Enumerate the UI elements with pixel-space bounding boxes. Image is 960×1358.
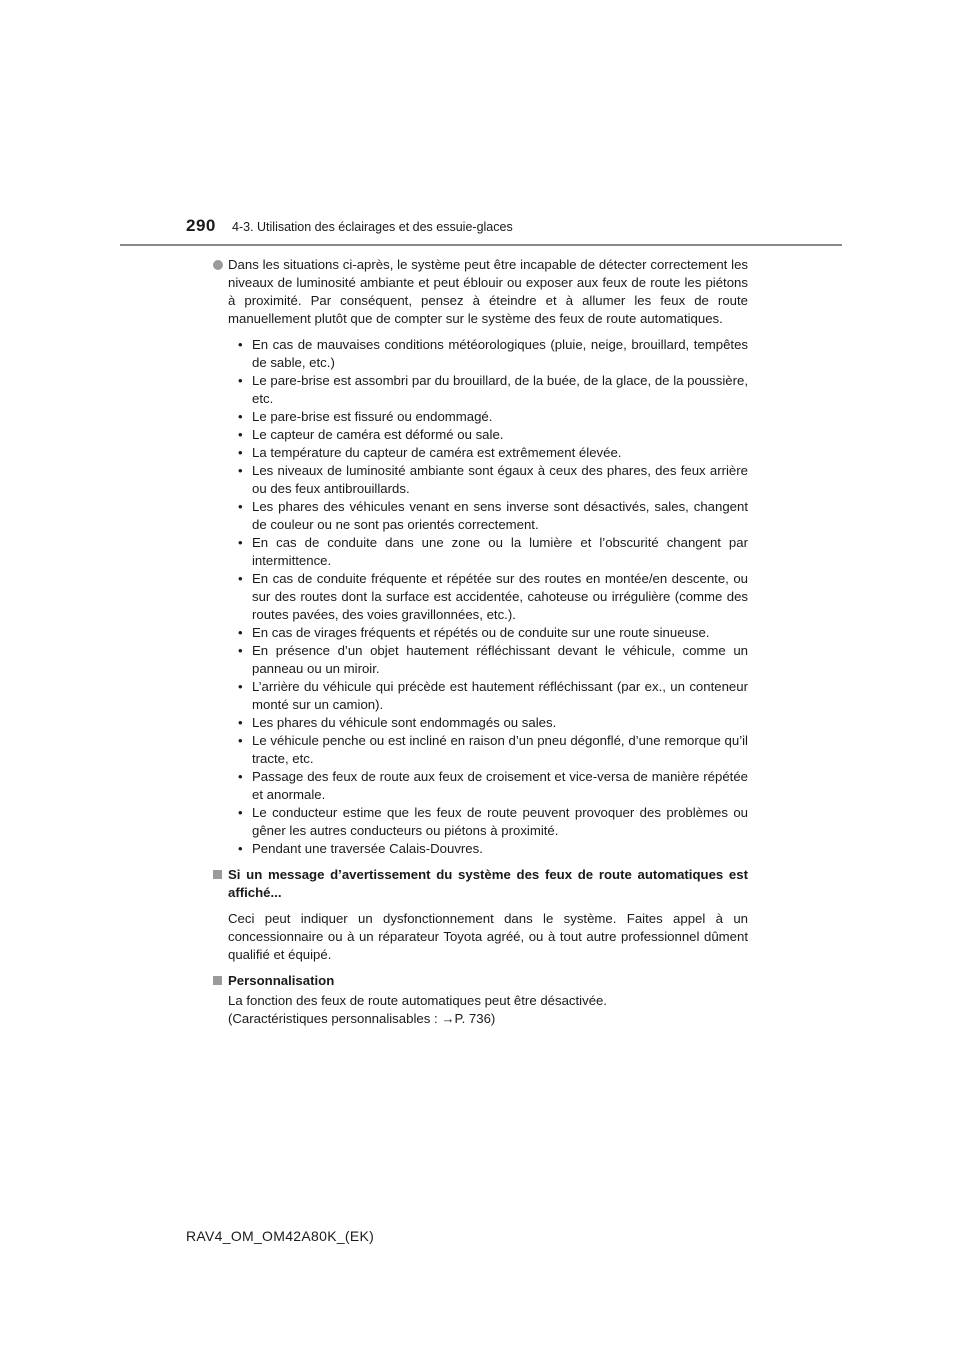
reference-page-link[interactable]: P. 736) — [454, 1011, 496, 1026]
list-item — [238, 534, 748, 570]
customization-reference — [228, 1010, 748, 1028]
bullet-dot-icon: • — [238, 769, 243, 784]
list-item-text: Les niveaux de luminosité ambiante sont égaux à ceux des phares, des feux arrière ou des feux antibrouillards. — [252, 463, 748, 496]
list-item-text: Le pare-brise est assombri par du brouillard, de la buée, de la glace, de la poussière, etc. — [252, 373, 748, 406]
customization-line: La fonction des feux de route automatiques peut être désactivée. — [228, 993, 608, 1008]
square-bullet-icon — [213, 976, 222, 985]
bullet-dot-icon: • — [238, 841, 243, 856]
warning-body: Ceci peut indiquer un dysfonctionnement dans le système. Faites appel à un concessionnaire ou à un réparateur Toyota agréé, ou à tout autre professionnel dûment qualifié et équipé. — [228, 911, 748, 962]
reference-prefix: (Caractéristiques personnalisables : — [228, 1011, 442, 1026]
condition-list — [210, 336, 748, 858]
warning-heading — [210, 866, 748, 902]
list-item — [238, 462, 748, 498]
square-bullet-icon — [213, 870, 222, 879]
bullet-dot-icon: • — [238, 373, 243, 388]
bullet-dot-icon: • — [238, 625, 243, 640]
list-item-text: Le pare-brise est fissuré ou endommagé. — [252, 409, 493, 424]
page-content — [210, 256, 748, 1028]
list-item — [238, 840, 748, 858]
customization-heading-text: Personnalisation — [228, 973, 335, 988]
list-item — [238, 732, 748, 768]
list-item — [238, 426, 748, 444]
bullet-dot-icon: • — [238, 499, 243, 514]
list-item — [238, 408, 748, 426]
section-title: 4-3. Utilisation des éclairages et des essuie-glaces — [232, 220, 513, 234]
list-item — [238, 336, 748, 372]
header-divider — [120, 244, 842, 246]
list-item-text: L’arrière du véhicule qui précède est hautement réfléchissant (par ex., un conteneur monté sur un camion). — [252, 679, 748, 712]
list-item — [238, 498, 748, 534]
bullet-dot-icon: • — [238, 643, 243, 658]
bullet-dot-icon: • — [238, 571, 243, 586]
list-item-text: En cas de virages fréquents et répétés ou de conduite sur une route sinueuse. — [252, 625, 710, 640]
bullet-dot-icon: • — [238, 463, 243, 478]
list-item-text: Les phares des véhicules venant en sens inverse sont désactivés, sales, changent de couleur ou ne sont pas orientés correctement. — [252, 499, 748, 532]
bullet-dot-icon: • — [238, 805, 243, 820]
list-item — [238, 444, 748, 462]
list-item-text: En cas de mauvaises conditions météorologiques (pluie, neige, brouillard, tempêtes de sable, etc.) — [252, 337, 748, 370]
list-item — [238, 678, 748, 714]
bullet-dot-icon: • — [238, 535, 243, 550]
customization-section — [210, 972, 748, 1028]
page-number: 290 — [186, 216, 216, 235]
list-item — [238, 624, 748, 642]
list-item-text: En cas de conduite fréquente et répétée sur des routes en montée/en descente, ou sur des routes dont la surface est accidentée, cahoteuse ou irrégulière (comme des routes pavées, des voies gravillonnées, etc.). — [252, 571, 748, 622]
list-item-text: En présence d’un objet hautement réfléchissant devant le véhicule, comme un panneau ou un miroir. — [252, 643, 748, 676]
bullet-dot-icon: • — [238, 733, 243, 748]
bullet-dot-icon: • — [238, 409, 243, 424]
bullet-dot-icon: • — [238, 445, 243, 460]
list-item — [238, 570, 748, 624]
list-item-text: Le véhicule penche ou est incliné en raison d’un pneu dégonflé, d’une remorque qu’il tracte, etc. — [252, 733, 748, 766]
bullet-dot-icon: • — [238, 337, 243, 352]
warning-heading-text: Si un message d’avertissement du système des feux de route automatiques est affiché... — [228, 867, 748, 900]
arrow-right-icon: → — [441, 1011, 455, 1026]
list-item-text: Pendant une traversée Calais-Douvres. — [252, 841, 483, 856]
warning-section — [210, 866, 748, 964]
list-item — [238, 642, 748, 678]
bullet-dot-icon: • — [238, 427, 243, 442]
list-item — [238, 768, 748, 804]
list-item — [238, 804, 748, 840]
bullet-dot-icon: • — [238, 715, 243, 730]
intro-paragraph — [210, 256, 748, 328]
list-item-text: La température du capteur de caméra est extrêmement élevée. — [252, 445, 622, 460]
document-code: RAV4_OM_OM42A80K_(EK) — [186, 1228, 375, 1244]
bullet-dot-icon: • — [238, 679, 243, 694]
intro-text: Dans les situations ci-après, le système peut être incapable de détecter correctement les niveaux de luminosité ambiante et peut éblouir ou exposer aux feux de route les piétons à proximité. Par conséquent, pensez à éteindre et à allumer les feux de route manuellement plutôt que de compter sur le système des feux de route automatiques. — [228, 257, 748, 326]
list-item — [238, 714, 748, 732]
list-item-text: Les phares du véhicule sont endommagés ou sales. — [252, 715, 557, 730]
customization-body — [210, 992, 748, 1028]
customization-heading — [210, 972, 748, 990]
list-item-text: En cas de conduite dans une zone ou la lumière et l’obscurité changent par intermittence. — [252, 535, 748, 568]
circle-bullet-icon — [213, 260, 223, 270]
list-item — [238, 372, 748, 408]
list-item-text: Le conducteur estime que les feux de route peuvent provoquer des problèmes ou gêner les autres conducteurs ou piétons à proximité. — [252, 805, 748, 838]
list-item-text: Le capteur de caméra est déformé ou sale. — [252, 427, 504, 442]
list-item-text: Passage des feux de route aux feux de croisement et vice-versa de manière répétée et anormale. — [252, 769, 748, 802]
